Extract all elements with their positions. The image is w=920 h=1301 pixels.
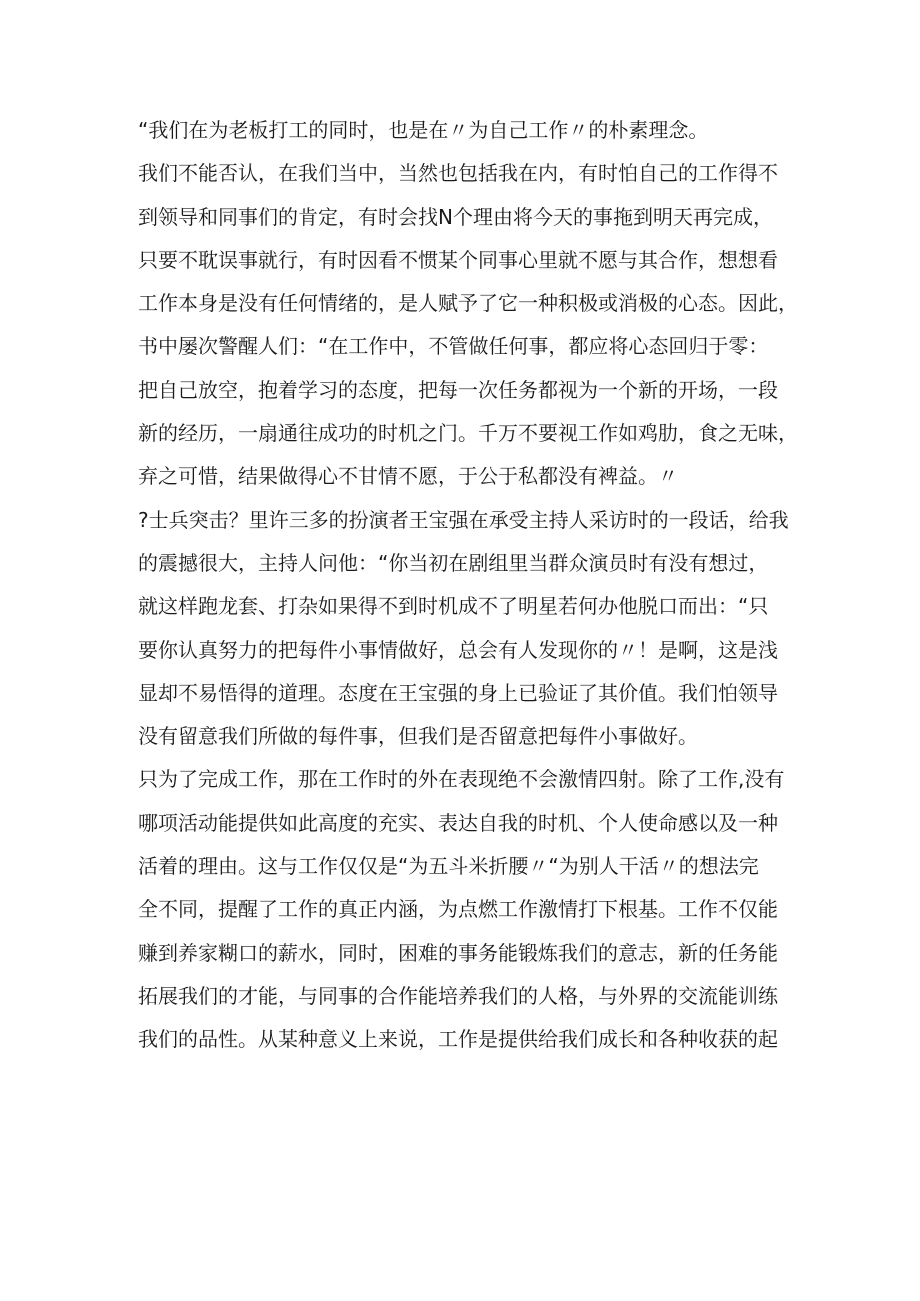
text-line: 我们不能否认，在我们当中，当然也包括我在内，有时怕自己的工作得不: [138, 161, 778, 186]
text-line: 把自己放空，抱着学习的态度，把每一次任务都视为一个新的开场，一段: [138, 377, 778, 402]
text-line: 全不同，提醒了工作的真正内涵，为点燃工作激情打下根基。工作不仅能: [138, 897, 778, 922]
text-line: ?士兵突击？里许三多的扮演者王宝强在承受主持人采访时的一段话，给我: [138, 507, 789, 532]
text-line: 书中屡次警醒人们：“在工作中，不管做任何事，都应将心态回归于零：: [138, 334, 769, 359]
text-line: 赚到养家糊口的薪水，同时，困难的事务能锻炼我们的意志，新的任务能: [138, 940, 778, 965]
text-line: 弃之可惜，结果做得心不甘情不愿，于公于私都没有裨益。〃: [138, 464, 678, 489]
text-line: 要你认真努力的把每件小事情做好，总会有人发现你的〃！是啊，这是浅: [138, 637, 778, 662]
text-line: 哪项活动能提供如此高度的充实、表达自我的时机、个人使命感以及一种: [138, 810, 778, 835]
text-line: 只为了完成工作，那在工作时的外在表现绝不会激情四射。除了工作,没有: [138, 767, 785, 792]
text-line: 拓展我们的才能，与同事的合作能培养我们的人格，与外界的交流能训练: [138, 983, 778, 1008]
text-line: 到领导和同事们的肯定，有时会找N个理由将今天的事拖到明天再完成，: [138, 204, 773, 229]
text-line: 的震撼很大，主持人问他：“你当初在剧组里当群众演员时有没有想过，: [138, 550, 769, 575]
text-line: 我们的品性。从某种意义上来说，工作是提供给我们成长和各种收获的起: [138, 1027, 778, 1052]
text-line: “我们在为老板打工的同时，也是在〃为自己工作〃的朴素理念。: [138, 118, 709, 142]
text-line: 显却不易悟得的道理。态度在王宝强的身上已验证了其价值。我们怕领导: [138, 680, 778, 705]
text-line: 就这样跑龙套、打杂如果得不到时机成不了明星若何办他脱口而出：“只: [138, 594, 769, 619]
text-line: 工作本身是没有任何情绪的，是人赋予了它一种积极或消极的心态。因此，: [138, 291, 798, 316]
text-line: 新的经历，一扇通往成功的时机之门。千万不要视工作如鸡肋，食之无味，: [138, 421, 798, 446]
body-text: [138, 112, 798, 1065]
text-line: 没有留意我们所做的每件事，但我们是否留意把每件小事做好。: [138, 724, 698, 749]
text-line: 活着的理由。这与工作仅仅是“为五斗米折腰〃“为别人干活〃的想法完: [138, 854, 759, 879]
text-line: 只要不耽误事就行，有时因看不惯某个同事心里就不愿与其合作，想想看: [138, 247, 778, 272]
